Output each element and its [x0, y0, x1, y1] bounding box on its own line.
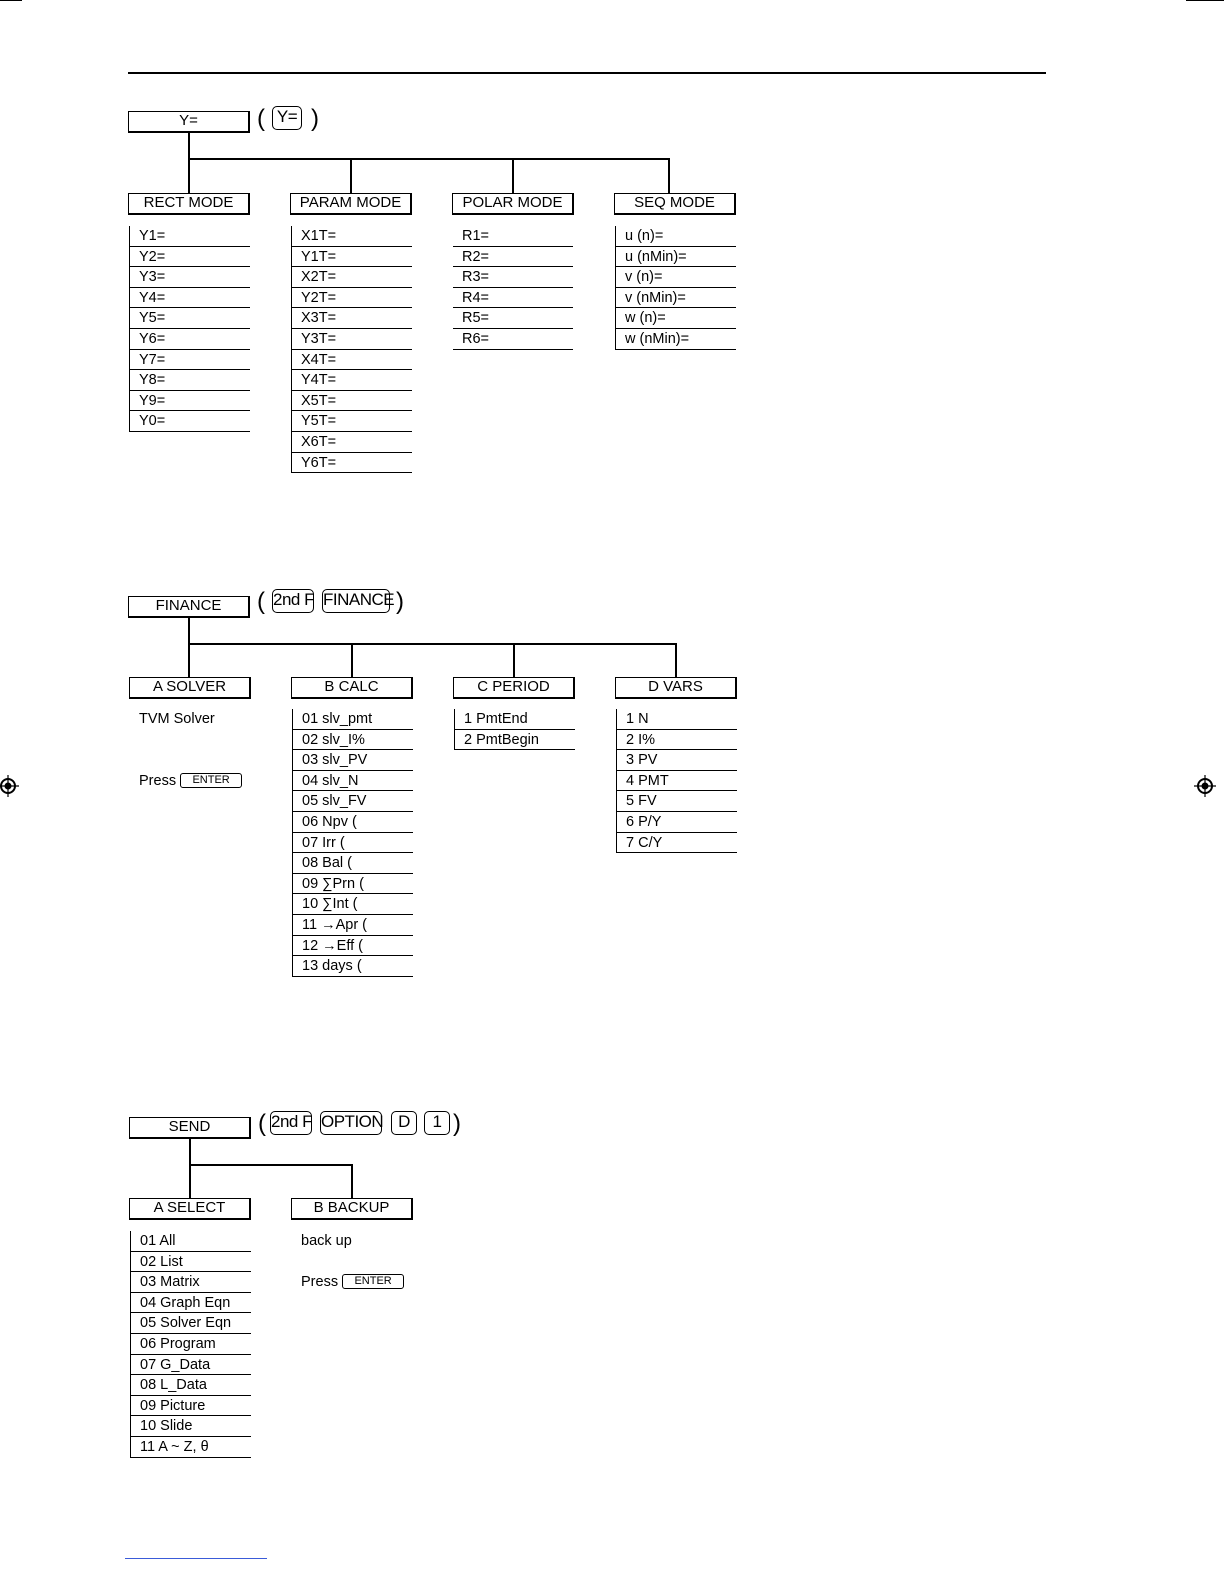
list-item[interactable]: 13 days (	[293, 956, 413, 977]
crop-mark-top-left	[0, 0, 22, 1]
list-item[interactable]: 01 All	[131, 1231, 251, 1252]
list-item[interactable]: 5 FV	[617, 791, 737, 812]
list-item[interactable]: Y1=	[130, 226, 250, 247]
connector	[512, 158, 514, 193]
list-item[interactable]: Y6=	[130, 329, 250, 350]
bottom-rule	[125, 1558, 267, 1559]
close-paren: )	[311, 105, 319, 132]
list-item[interactable]: 09 Picture	[131, 1396, 251, 1417]
list-item[interactable]: u (nMin)=	[616, 247, 736, 268]
list-item[interactable]: 01 slv_pmt	[293, 709, 413, 730]
list-item[interactable]: X6T=	[292, 432, 412, 453]
param-mode-list	[291, 226, 412, 473]
list-item[interactable]: X5T=	[292, 391, 412, 412]
press-enter-note	[139, 772, 242, 790]
2nd-f-key[interactable]: 2nd F	[270, 1111, 312, 1135]
list-item[interactable]: 6 P/Y	[617, 812, 737, 833]
select-list	[130, 1231, 251, 1458]
y-root-box[interactable]: Y=	[128, 111, 250, 133]
list-item[interactable]: w (n)=	[616, 308, 736, 329]
press-label: Press	[139, 773, 177, 789]
tvm-solver-note: TVM Solver	[139, 711, 215, 727]
list-item[interactable]: Y5T=	[292, 411, 412, 432]
y-equals-key[interactable]: Y=	[272, 106, 302, 130]
list-item[interactable]: 03 slv_PV	[293, 750, 413, 771]
list-item[interactable]: Y8=	[130, 370, 250, 391]
list-item[interactable]: 2 I%	[617, 730, 737, 751]
connector	[351, 643, 353, 677]
list-item[interactable]: Y3=	[130, 267, 250, 288]
enter-key[interactable]: ENTER	[180, 773, 242, 788]
period-list	[454, 709, 575, 750]
list-item[interactable]: 1 PmtEnd	[455, 709, 575, 730]
list-item[interactable]: Y4T=	[292, 370, 412, 391]
list-item[interactable]: X4T=	[292, 350, 412, 371]
list-item[interactable]: R3=	[453, 267, 573, 288]
period-box[interactable]: C PERIOD	[453, 677, 575, 699]
list-item[interactable]: 3 PV	[617, 750, 737, 771]
list-item[interactable]: R6=	[453, 329, 573, 350]
send-root-box[interactable]: SEND	[129, 1117, 251, 1139]
list-item[interactable]: 07 G_Data	[131, 1355, 251, 1376]
d-key[interactable]: D	[391, 1111, 417, 1135]
list-item[interactable]: 10 ∑Int (	[293, 894, 413, 915]
list-item[interactable]: 12 →Eff (	[293, 936, 413, 957]
list-item[interactable]: Y6T=	[292, 453, 412, 474]
backup-box[interactable]: B BACKUP	[291, 1198, 413, 1220]
vars-box[interactable]: D VARS	[615, 677, 737, 699]
connector	[350, 158, 352, 193]
option-key[interactable]: OPTION	[320, 1111, 382, 1135]
finance-root-box[interactable]: FINANCE	[128, 596, 250, 618]
list-item[interactable]: 2 PmtBegin	[455, 730, 575, 751]
list-item[interactable]: Y2=	[130, 247, 250, 268]
connector	[189, 1139, 191, 1198]
connector	[668, 158, 670, 193]
registration-mark-left	[0, 775, 19, 797]
list-item[interactable]: X3T=	[292, 308, 412, 329]
solver-box[interactable]: A SOLVER	[129, 677, 251, 699]
list-item[interactable]: R2=	[453, 247, 573, 268]
list-item[interactable]: Y0=	[130, 411, 250, 432]
back-up-note: back up	[301, 1233, 352, 1249]
polar-mode-list	[453, 226, 573, 350]
one-key[interactable]: 1	[424, 1111, 450, 1135]
list-item[interactable]: R5=	[453, 308, 573, 329]
list-item[interactable]: 07 Irr (	[293, 833, 413, 854]
2nd-f-key[interactable]: 2nd F	[272, 589, 314, 613]
list-item[interactable]: R1=	[453, 226, 573, 247]
finance-key[interactable]: FINANCE	[322, 589, 390, 613]
open-paren: (	[257, 105, 265, 132]
list-item[interactable]: 11 →Apr (	[293, 915, 413, 936]
list-item[interactable]: Y5=	[130, 308, 250, 329]
list-item[interactable]: X1T=	[292, 226, 412, 247]
list-item[interactable]: R4=	[453, 288, 573, 309]
press-label: Press	[301, 1274, 339, 1290]
list-item[interactable]: 08 L_Data	[131, 1375, 251, 1396]
list-item[interactable]: 06 Npv (	[293, 812, 413, 833]
list-item[interactable]: 7 C/Y	[617, 833, 737, 854]
connector	[188, 643, 676, 645]
list-item[interactable]: v (n)=	[616, 267, 736, 288]
select-box[interactable]: A SELECT	[129, 1198, 251, 1220]
list-item[interactable]: 10 Slide	[131, 1416, 251, 1437]
list-item[interactable]: 04 slv_N	[293, 771, 413, 792]
list-item[interactable]: X2T=	[292, 267, 412, 288]
list-item[interactable]: 02 slv_I%	[293, 730, 413, 751]
list-item[interactable]: 03 Matrix	[131, 1272, 251, 1293]
crop-mark-top-right	[1186, 0, 1224, 1]
press-enter-note	[301, 1273, 404, 1291]
list-item[interactable]: 06 Program	[131, 1334, 251, 1355]
list-item[interactable]: 11 A ~ Z, θ	[131, 1437, 251, 1458]
rect-mode-box[interactable]: RECT MODE	[128, 193, 250, 215]
seq-mode-list	[615, 226, 736, 350]
connector	[188, 158, 670, 160]
list-item[interactable]: Y7=	[130, 350, 250, 371]
vars-list	[616, 709, 737, 853]
open-paren: (	[258, 1110, 266, 1137]
list-item[interactable]: 1 N	[617, 709, 737, 730]
close-paren: )	[453, 1110, 461, 1137]
top-rule	[128, 72, 1046, 74]
list-item[interactable]: 05 Solver Eqn	[131, 1313, 251, 1334]
registration-mark-right	[1194, 775, 1216, 797]
connector	[513, 643, 515, 677]
open-paren: (	[257, 588, 265, 615]
list-item[interactable]: 09 ∑Prn (	[293, 874, 413, 895]
list-item[interactable]: Y4=	[130, 288, 250, 309]
connector	[189, 1164, 352, 1166]
list-item[interactable]: Y1T=	[292, 247, 412, 268]
list-item[interactable]: u (n)=	[616, 226, 736, 247]
connector	[675, 643, 677, 677]
calc-list	[292, 709, 413, 977]
connector	[351, 1164, 353, 1198]
polar-mode-box[interactable]: POLAR MODE	[452, 193, 574, 215]
list-item[interactable]: 04 Graph Eqn	[131, 1293, 251, 1314]
list-item[interactable]: 4 PMT	[617, 771, 737, 792]
rect-mode-list	[129, 226, 250, 432]
list-item[interactable]: Y2T=	[292, 288, 412, 309]
connector	[188, 618, 190, 677]
list-item[interactable]: v (nMin)=	[616, 288, 736, 309]
enter-key[interactable]: ENTER	[342, 1274, 404, 1289]
list-item[interactable]: 02 List	[131, 1252, 251, 1273]
connector	[188, 133, 190, 193]
param-mode-box[interactable]: PARAM MODE	[290, 193, 412, 215]
list-item[interactable]: Y3T=	[292, 329, 412, 350]
seq-mode-box[interactable]: SEQ MODE	[614, 193, 736, 215]
list-item[interactable]: Y9=	[130, 391, 250, 412]
list-item[interactable]: w (nMin)=	[616, 329, 736, 350]
list-item[interactable]: 05 slv_FV	[293, 791, 413, 812]
list-item[interactable]: 08 Bal (	[293, 853, 413, 874]
close-paren: )	[396, 588, 404, 615]
calc-box[interactable]: B CALC	[291, 677, 413, 699]
